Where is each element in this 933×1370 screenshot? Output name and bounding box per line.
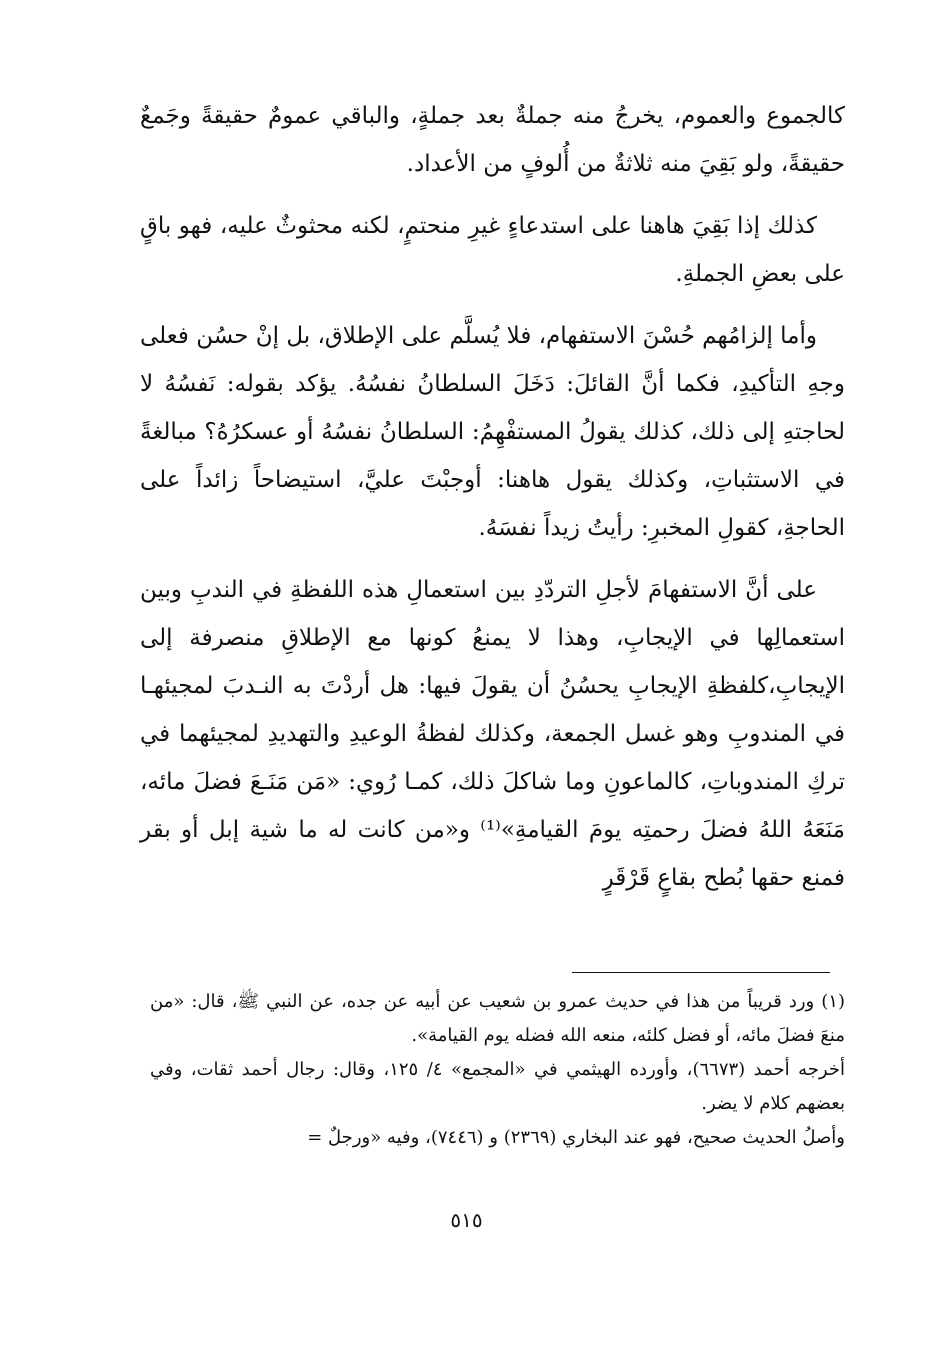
footnotes — [150, 985, 845, 1155]
footnote-divider — [572, 972, 830, 973]
footnote-2: أخرجه أحمد (٦٦٧٣)، وأورده الهيثمي في «المجمع» ٤/ ١٢٥، وقال: رجال أحمد ثقات، وفي بعضهم كلام لا يضر. — [150, 1059, 845, 1114]
paragraph-3: وأما إلزامُهم حُسْنَ الاستفهام، فلا يُسلَّم على الإطلاق، بل إنْ حسُن فعلى وجهِ التأكيدِ، فكما أنَّ القائلَ: دَخَلَ السلطانُ نفسُهُ. يؤكد بقوله: نَفسُهُ لا لحاجتهِ إلى ذلك، كذلك يقولُ المستفْهِمُ: السلطانُ نفسُهُ أو عسكرُهُ؟ مبالغةً في الاستثباتِ، وكذلك يقول هاهنا: أوجبْتَ عليَّ، استيضاحاً زائداً على الحاجةِ، كقولِ المخبرِ: رأيتُ زيداً نفسَهُ. — [140, 323, 845, 541]
footnote-3: وأصلُ الحديث صحيح، فهو عند البخاري (٢٣٦٩) و (٧٤٤٦)، وفيه «ورجلٌ = — [307, 1127, 845, 1148]
footnote-1: (١) ورد قريباً من هذا في حديث عمرو بن شعيب عن أبيه عن جده، عن النبي ﷺ، قال: «من منعَ فضلَ مائه، أو فضل كلئه، منعه الله فضله يوم القيامة». — [150, 991, 845, 1046]
page-number: ٥١٥ — [450, 1208, 483, 1232]
main-text — [140, 92, 845, 916]
paragraph-2: كذلك إذا بَقِيَ هاهنا على استدعاءٍ غيرِ منحتمٍ، لكنه محثوثٌ عليه، فهو باقٍ على بعضِ الجملةِ. — [140, 213, 845, 287]
paragraph-4: على أنَّ الاستفهامَ لأجلِ التردّدِ بين استعمالِ هذه اللفظةِ في الندبِ وبين استعمالِها في الإيجابِ، وهذا لا يمنعُ كونها مع الإطلاقِ منصرفة إلى الإيجابِ،كلفظةِ الإيجابِ يحسُنُ أن يقولَ فيها: هل أردْتَ به النـدبَ لمجيئهـا في المندوبِ وهو غسل الجمعة، وكذلك لفظةُ الوعيدِ والتهديدِ لمجيئهما في تركِ المندوباتِ، كالماعونِ وما شاكلَ ذلك، كمـا رُوي: «مَن مَنَـعَ فضلَ مائه، مَنَعَهُ اللهُ فضلَ رحمتِه يومَ القيامةِ»⁽¹⁾ و«من كانت له ما شية إبل أو بقر فمنع حقها بُطح بقاعٍ قَرْقَرٍ — [140, 577, 846, 891]
paragraph-1: كالجموع والعموم، يخرجُ منه جملةٌ بعد جملةٍ، والباقي عمومٌ حقيقةً وجَمعٌ حقيقةً، ولو بَقِيَ منه ثلاثةٌ من أُلوفٍ من الأعداد. — [140, 103, 845, 177]
